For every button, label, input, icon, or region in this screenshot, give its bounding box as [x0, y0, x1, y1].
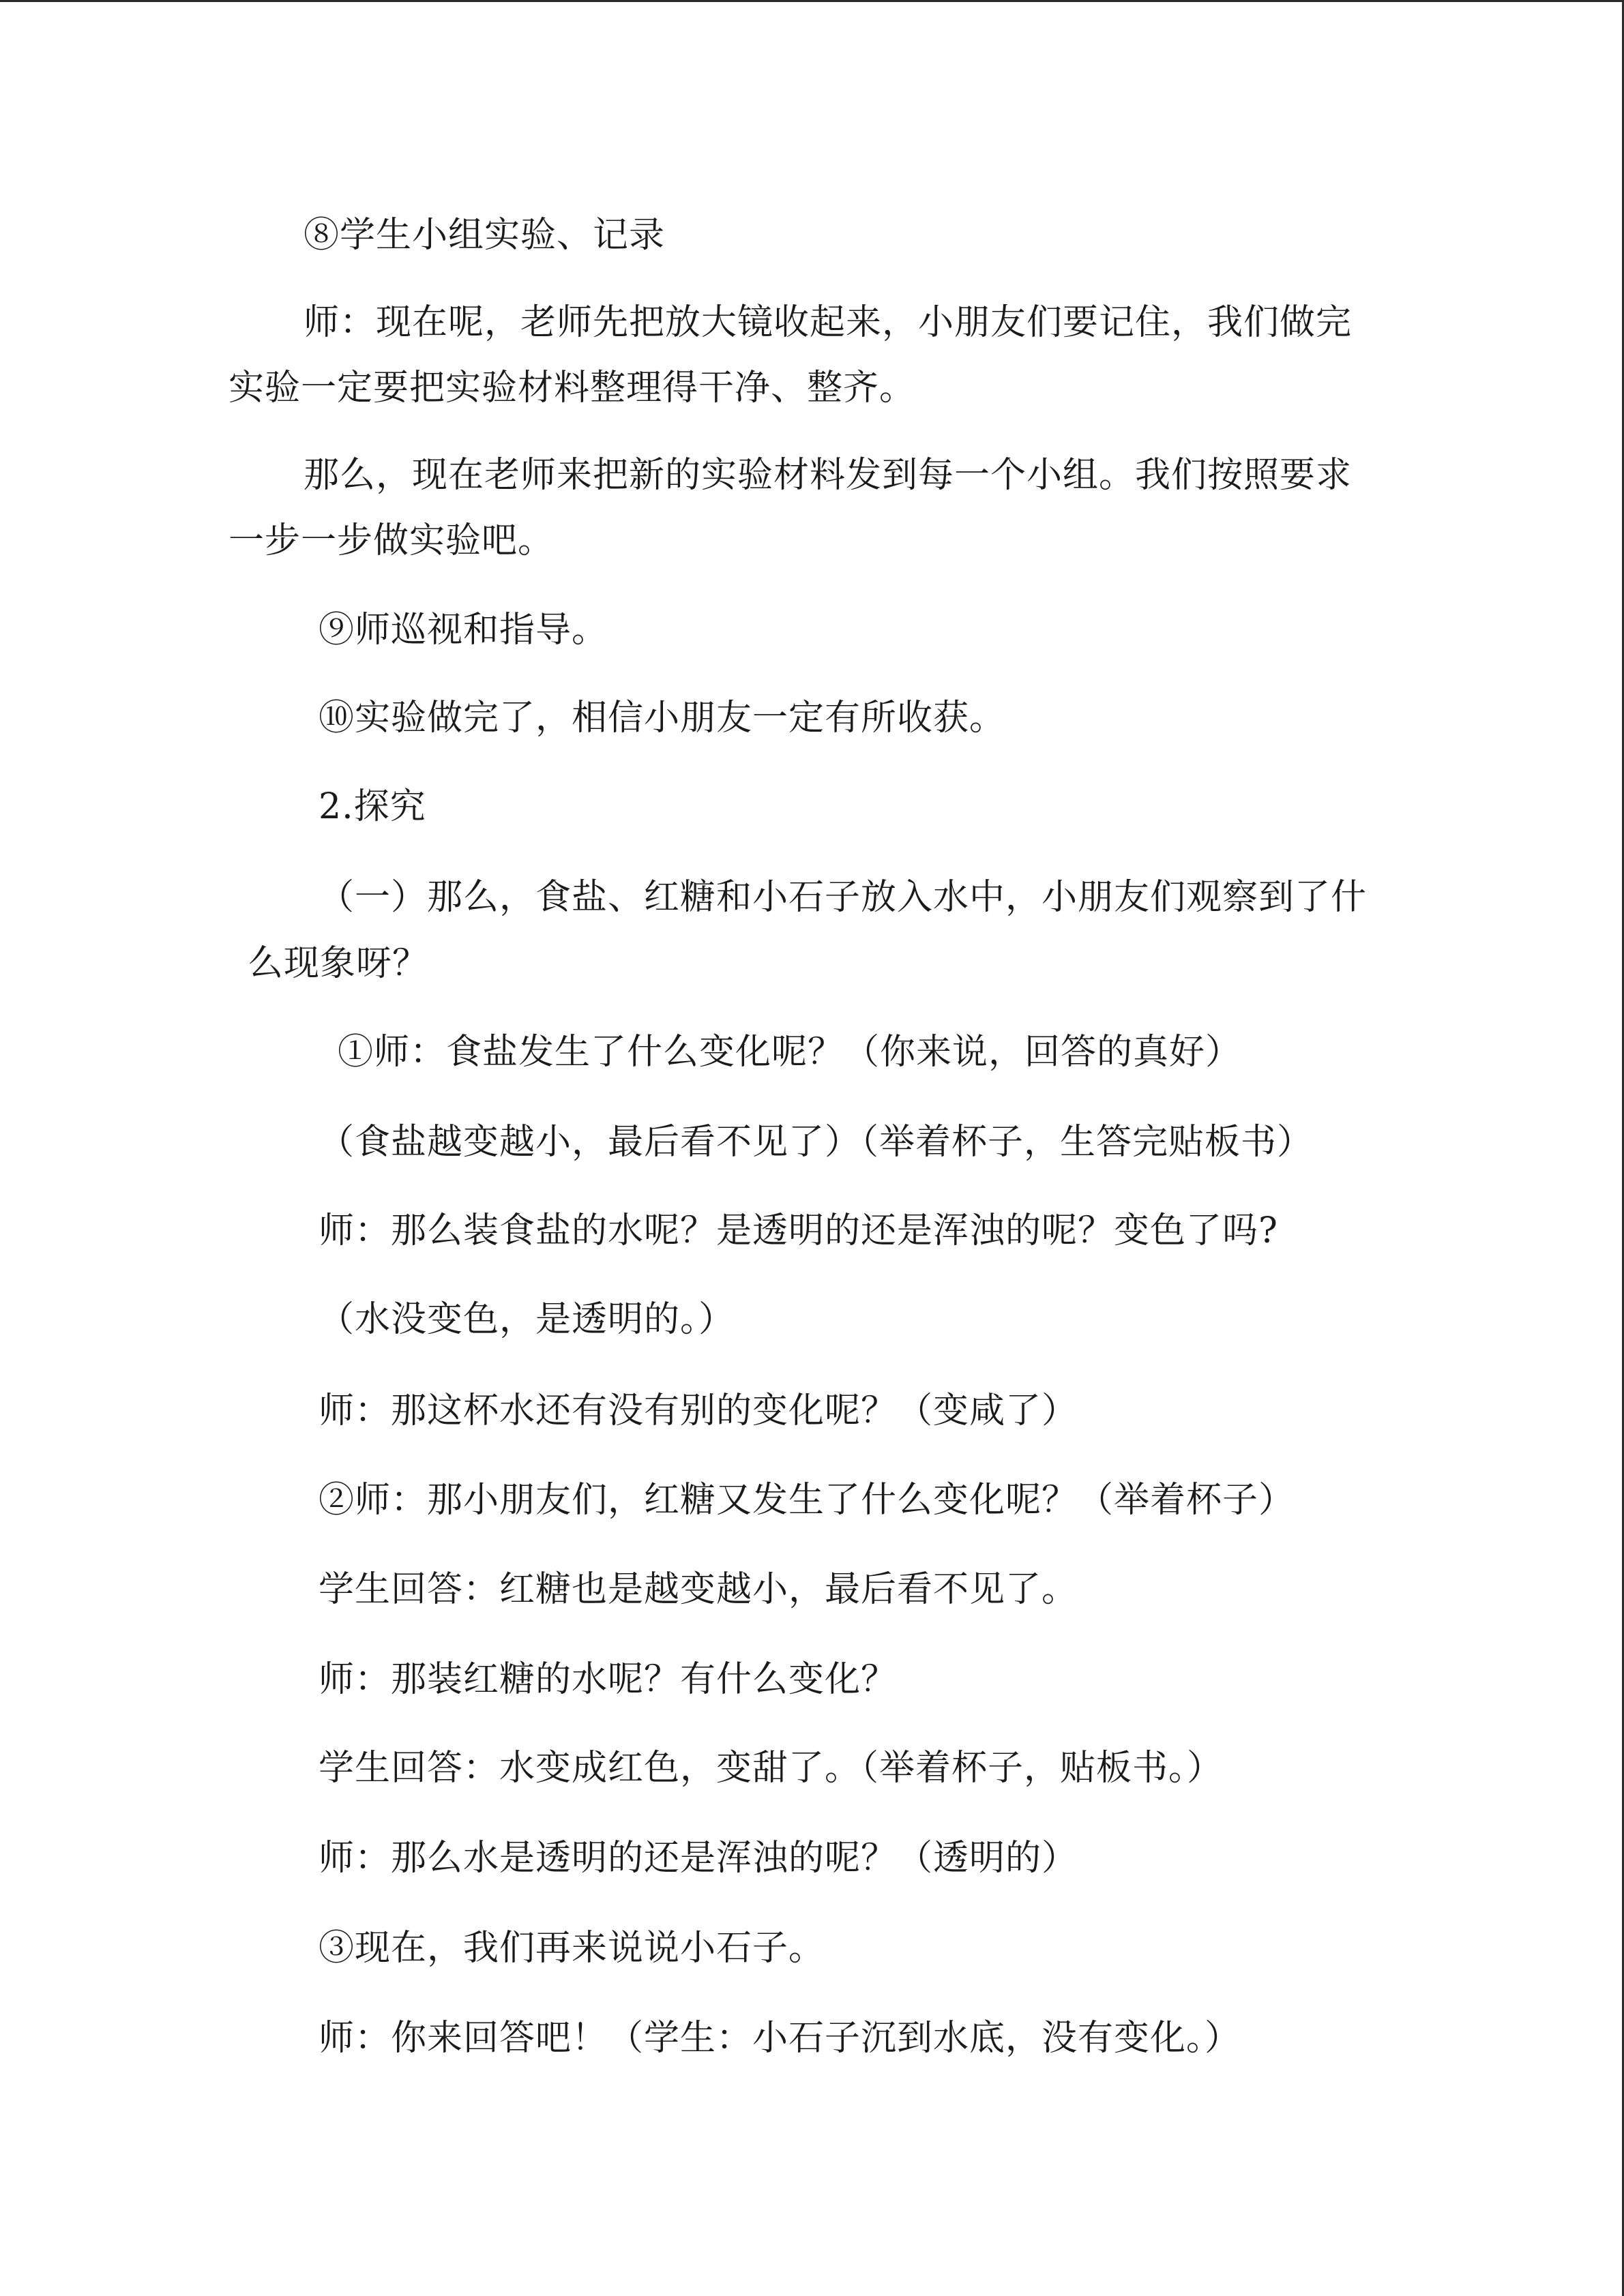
paragraph-teacher-line-1-cont: 实验一定要把实验材料整理得干净、整齐。 [228, 368, 916, 408]
paragraph-teacher-line-1: 师：现在呢，老师先把放大镜收起来，小朋友们要记住，我们做完 [304, 302, 1353, 343]
paragraph-step-8: ⑧学生小组实验、记录 [304, 215, 666, 256]
paragraph-step-a2: ②师：那小朋友们，红糖又发生了什么变化呢？（举着杯子） [319, 1480, 1295, 1521]
paragraph-step-10: ⑩实验做完了，相信小朋友一定有所收获。 [319, 698, 1006, 739]
paragraph-answer-brown-sugar: 学生回答：红糖也是越变越小，最后看不见了。 [319, 1569, 1078, 1610]
paragraph-teacher-line-2: 那么，现在老师来把新的实验材料发到每一个小组。我们按照要求 [304, 455, 1353, 496]
paragraph-teacher-line-2-cont: 一步一步做实验吧。 [228, 520, 555, 561]
paragraph-step-a3: ③现在，我们再来说说小石子。 [319, 1928, 825, 1969]
paragraph-question-1-cont: 么现象呀？ [248, 943, 429, 984]
paragraph-answer-salt: （食盐越变越小，最后看不见了）（举着杯子，生答完贴板书） [319, 1122, 1314, 1163]
paragraph-teacher-sugar-water: 师：那装红糖的水呢？有什么变化？ [319, 1659, 898, 1700]
paragraph-question-1: （一）那么，食盐、红糖和小石子放入水中，小朋友们观察到了什 [319, 877, 1368, 918]
section-heading-explore: 2.探究 [319, 786, 426, 827]
paragraph-teacher-clear-or-muddy: 师：那么水是透明的还是浑浊的呢？（透明的） [319, 1838, 1078, 1879]
paragraph-answer-sugar-water: 学生回答：水变成红色，变甜了。（举着杯子，贴板书。） [319, 1748, 1224, 1789]
document-body [228, 0, 1419, 2296]
paragraph-step-9: ⑨师巡视和指导。 [319, 610, 608, 651]
paragraph-answer-salt-water: （水没变色，是透明的。） [319, 1299, 735, 1340]
paragraph-teacher-other-change: 师：那这杯水还有没有别的变化呢？（变咸了） [319, 1390, 1078, 1431]
paragraph-teacher-salt-water: 师：那么装食盐的水呢？是透明的还是浑浊的呢？变色了吗? [319, 1210, 1278, 1251]
paragraph-teacher-pebble: 师：你来回答吧！（学生：小石子沉到水底，没有变化。） [319, 2018, 1241, 2059]
paragraph-step-a1: ①师：食盐发生了什么变化呢？（你来说，回答的真好） [338, 1032, 1242, 1073]
